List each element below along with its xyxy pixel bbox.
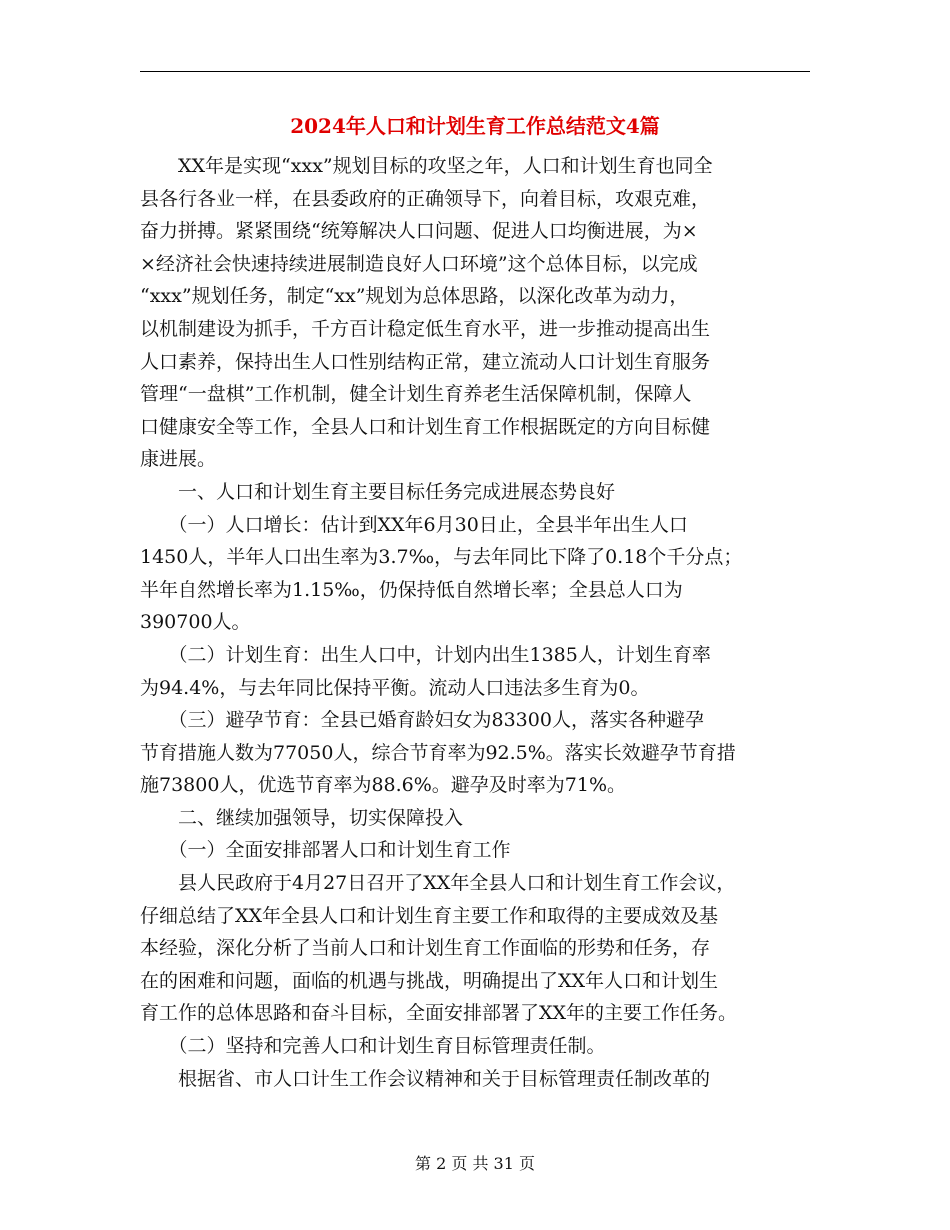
document-body [140,150,820,1095]
text-line: 根据省、市人口计生工作会议精神和关于目标管理责任制改革的 [140,1067,711,1090]
text-line: 康进展。 [140,448,217,471]
text-line: 管理“一盘棋”工作机制，健全计划生育养老生活保障机制，保障人 [140,383,692,406]
header-rule [140,71,810,72]
text-line: 为94.4%，与去年同比保持平衡。流动人口违法多生育为0。 [140,676,650,699]
text-line: XX年是实现“xxx”规划目标的攻坚之年，人口和计划生育也同全 [140,155,713,177]
text-line: （二）坚持和完善人口和计划生育目标管理责任制。 [140,1035,606,1058]
text-line: 一、人口和计划生育主要目标任务完成进展态势良好 [140,480,616,503]
text-line: 二、继续加强领导，切实保障投入 [140,806,464,829]
text-line: 以机制建设为抓手，千方百计稳定低生育水平，进一步推动提高出生 [140,317,711,340]
text-line: （二）计划生育：出生人口中，计划内出生1385人，计划生育率 [140,643,711,666]
text-line: 口健康安全等工作，全县人口和计划生育工作根据既定的方向目标健 [140,415,711,438]
text-line: “xxx”规划任务，制定“xx”规划为总体思路，以深化改革为动力， [140,285,689,308]
text-line: （一）人口增长：估计到XX年6月30日止，全县半年出生人口 [140,513,688,536]
text-line: 半年自然增长率为1.15‰，仍保持低自然增长率；全县总人口为 [140,578,683,601]
text-line: 仔细总结了XX年全县人口和计划生育主要工作和取得的主要成效及基 [140,904,719,927]
text-line: （一）全面安排部署人口和计划生育工作 [140,839,511,862]
text-line: 1450人，半年人口出生率为3.7‰，与去年同比下降了0.18个千分点； [140,546,743,569]
text-line: 节育措施人数为77050人，综合节育率为92.5%。落实长效避孕节育措 [140,741,736,764]
text-line: （三）避孕节育：全县已婚育龄妇女为83300人，落实各种避孕 [140,709,704,732]
document-title: 2024年人口和计划生育工作总结范文4篇 [290,114,660,138]
text-line: 育工作的总体思路和奋斗目标，全面安排部署了XX年的主要工作任务。 [140,1002,738,1025]
text-line: ×经济社会快速持续进展制造良好人口环境”这个总体目标，以完成 [140,252,698,275]
text-line: 390700人。 [140,611,251,634]
text-line: 本经验，深化分析了当前人口和计划生育工作面临的形势和任务，存 [140,937,711,960]
text-line: 人口素养，保持出生人口性别结构正常，建立流动人口计划生育服务 [140,350,711,373]
page-footer: 第 2 页 共 31 页 [415,1154,535,1173]
text-line: 县各行各业一样，在县委政府的正确领导下，向着目标，攻艰克难， [140,187,711,210]
text-line: 奋力拼搏。紧紧围绕“统筹解决人口问题、促进人口均衡进展，为× [140,220,698,243]
text-line: 施73800人，优选节育率为88.6%。避孕及时率为71%。 [140,774,627,797]
text-line: 县人民政府于4月27日召开了XX年全县人口和计划生育工作会议， [140,872,736,895]
text-line: 在的困难和问题，面临的机遇与挑战，明确提出了XX年人口和计划生 [140,969,719,992]
